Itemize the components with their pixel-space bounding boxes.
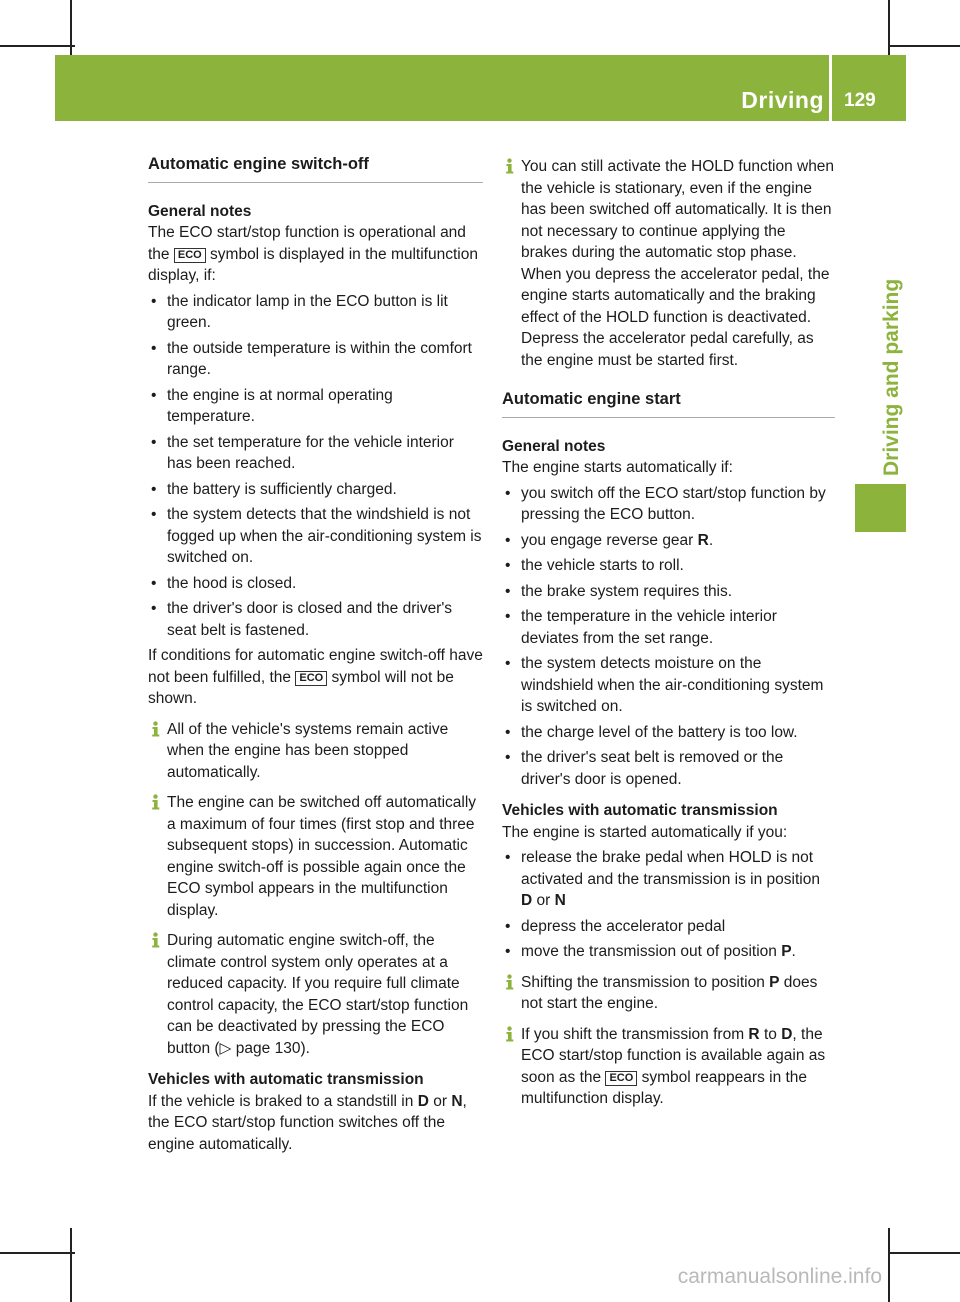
info-note: The engine can be switched off automatically a maximum of four times (first stop and three subsequent stops) in succession. Automatic engine switch-off is possible again once the ECO symbol appears in the multifunction display. — [148, 792, 483, 921]
list-item: • the indicator lamp in the ECO button is lit green. — [148, 291, 483, 334]
info-note: All of the vehicle's systems remain active when the engine has been stopped automatically. — [148, 719, 483, 784]
list-item: • the vehicle starts to roll. — [502, 555, 835, 577]
info-icon — [502, 1026, 517, 1042]
list-item: • you engage reverse gear R. — [502, 530, 835, 552]
list-item: • depress the accelerator pedal — [502, 916, 835, 938]
info-note: Shifting the transmission to position P does not start the engine. — [502, 972, 835, 1015]
right-column — [502, 154, 835, 1110]
list-item: • move the transmission out of position P. — [502, 941, 835, 963]
crop-mark — [888, 1252, 960, 1254]
info-note: If you shift the transmission from R to D, the ECO start/stop function is available again as soon as the ECO symbol reappears in the multifunction display. — [502, 1024, 835, 1110]
transmission-intro: The engine is started automatically if you: — [502, 823, 788, 841]
conditions-paragraph: If conditions for automatic engine switch-off have not been fulfilled, the ECO symbol will not be shown. — [148, 647, 483, 707]
section-heading-engine-start: Automatic engine start — [502, 389, 835, 418]
transmission-paragraph: If the vehicle is braked to a standstill in D or N, the ECO start/stop function switches off the engine automatically. — [148, 1092, 467, 1153]
crop-mark — [70, 1228, 72, 1302]
crop-mark — [0, 1252, 75, 1254]
crop-mark — [888, 45, 960, 47]
subheading-general-notes: General notes — [148, 202, 252, 220]
left-column — [148, 154, 483, 1155]
condition-list — [148, 291, 483, 642]
start-condition-list — [502, 483, 835, 791]
transmission-list — [502, 847, 835, 963]
info-icon — [502, 974, 517, 990]
subheading-automatic-transmission: Vehicles with automatic transmission — [502, 802, 778, 819]
list-item: • the engine is at normal operating temperature. — [148, 385, 483, 428]
side-tab — [855, 121, 906, 481]
watermark: carmanualsonline.info — [677, 1265, 882, 1288]
list-item: • the set temperature for the vehicle interior has been reached. — [148, 432, 483, 475]
list-item: • the driver's door is closed and the driver's seat belt is fastened. — [148, 598, 483, 641]
list-item: • the driver's seat belt is removed or the driver's door is opened. — [502, 747, 835, 790]
crop-mark — [888, 1228, 890, 1302]
header-divider — [829, 55, 832, 121]
list-item: • the temperature in the vehicle interior deviates from the set range. — [502, 606, 835, 649]
side-marker — [855, 484, 906, 532]
list-item: • release the brake pedal when HOLD is not activated and the transmission is in position D or N — [502, 847, 835, 912]
list-item: • the battery is sufficiently charged. — [148, 479, 483, 501]
info-icon — [148, 794, 163, 810]
info-note: You can still activate the HOLD function when the vehicle is stationary, even if the engine has been switched off automatically. It is then not necessary to continue applying the brakes during the automatic stop phase. When you depress the accelerator pedal, the engine starts automatically and the braking effect of the HOLD function is deactivated. Depress the accelerator pedal carefully, as the engine must be started first. — [502, 156, 835, 371]
eco-symbol-icon: ECO — [605, 1071, 637, 1086]
intro-paragraph: The ECO start/stop function is operational and the ECO symbol is displayed in the multifunction display, if: — [148, 224, 478, 284]
crop-mark — [0, 45, 75, 47]
list-item: • the outside temperature is within the comfort range. — [148, 338, 483, 381]
subheading-automatic-transmission: Vehicles with automatic transmission — [148, 1071, 424, 1088]
info-icon — [148, 932, 163, 948]
list-item: • the system detects that the windshield is not fogged up when the air-conditioning system is switched on. — [148, 504, 483, 569]
info-icon — [148, 721, 163, 737]
list-item: • the brake system requires this. — [502, 581, 835, 603]
info-icon — [502, 158, 517, 174]
list-item: • the system detects moisture on the windshield when the air-conditioning system is switched on. — [502, 653, 835, 718]
eco-symbol-icon: ECO — [174, 248, 206, 263]
page-number: 129 — [844, 90, 876, 111]
list-item: • the charge level of the battery is too low. — [502, 722, 835, 744]
section-heading-switch-off: Automatic engine switch-off — [148, 154, 483, 183]
start-intro: The engine starts automatically if: — [502, 459, 733, 476]
chapter-title: Driving — [741, 87, 824, 113]
side-tab-label: Driving and parking — [880, 278, 903, 476]
eco-symbol-icon: ECO — [295, 671, 327, 686]
list-item: • the hood is closed. — [148, 573, 483, 595]
list-item: • you switch off the ECO start/stop function by pressing the ECO button. — [502, 483, 835, 526]
info-note: During automatic engine switch-off, the climate control system only operates at a reduced capacity. If you require full climate control capacity, the ECO start/stop function can be deactivated by pressing the ECO button (▷ page 130). — [148, 930, 483, 1059]
subheading-general-notes: General notes — [502, 437, 606, 455]
